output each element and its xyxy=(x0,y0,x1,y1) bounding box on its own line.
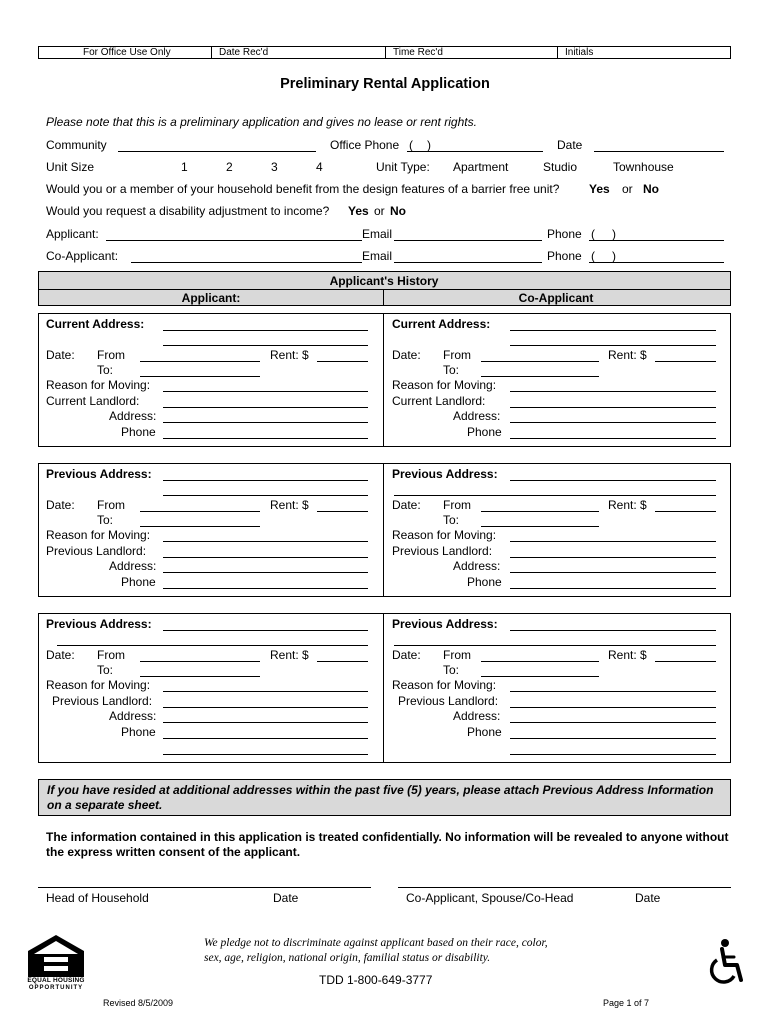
rent-label: Rent: $ xyxy=(608,648,647,662)
from-label: From xyxy=(443,498,471,512)
co-current-address-field-2[interactable] xyxy=(510,345,716,346)
co-applicant-label: Co-Applicant: xyxy=(46,249,119,263)
rent-label: Rent: $ xyxy=(608,498,647,512)
equal-housing-logo xyxy=(24,933,88,995)
to-label: To: xyxy=(97,663,114,677)
wheelchair-icon xyxy=(704,938,746,986)
co-applicant-email-field[interactable] xyxy=(394,262,542,263)
landlord-address-label: Address: xyxy=(453,409,501,423)
landlord-phone-field-2[interactable] xyxy=(510,754,716,755)
page-number: Page 1 of 7 xyxy=(603,998,650,1008)
landlord-address-label: Address: xyxy=(109,709,157,723)
landlord-address-field[interactable] xyxy=(510,722,716,723)
co-previous-address-label: Previous Address: xyxy=(392,617,498,631)
landlord-phone-field[interactable] xyxy=(163,438,368,439)
landlord-phone-field[interactable] xyxy=(163,588,368,589)
date-label: Date: xyxy=(392,498,421,512)
applicant-phone-field[interactable] xyxy=(589,240,724,241)
divider xyxy=(39,289,730,290)
paren-close: ) xyxy=(612,249,616,263)
office-use-bar xyxy=(38,46,731,59)
unit-size-option[interactable]: 1 xyxy=(181,160,188,174)
divider xyxy=(385,47,386,58)
applicant-name-field[interactable] xyxy=(106,240,362,241)
from-field[interactable] xyxy=(481,511,599,512)
logo-text-2: OPPORTUNITY xyxy=(28,985,84,991)
rent-label: Rent: $ xyxy=(270,648,309,662)
landlord-address-field[interactable] xyxy=(510,572,716,573)
reason-label: Reason for Moving: xyxy=(46,528,151,542)
previous-address-section-2 xyxy=(38,613,731,763)
rent-field[interactable] xyxy=(317,361,368,362)
co-previous-address-label: Previous Address: xyxy=(392,467,498,481)
current-address-label: Current Address: xyxy=(46,317,145,331)
col-coapplicant-header: Co-Applicant xyxy=(518,291,594,305)
head-date-label: Date xyxy=(273,891,299,905)
initials-label: Initials xyxy=(565,47,594,58)
office-phone-label: Office Phone xyxy=(330,138,400,152)
co-applicant-name-field[interactable] xyxy=(131,262,362,263)
reason-label: Reason for Moving: xyxy=(392,678,497,692)
page-title: Preliminary Rental Application xyxy=(280,76,490,92)
landlord-address-label: Address: xyxy=(453,709,501,723)
landlord-label: Previous Landlord: xyxy=(398,694,499,708)
unit-size-option[interactable]: 4 xyxy=(316,160,323,174)
landlord-phone-field-2[interactable] xyxy=(163,754,368,755)
revised-date: Revised 8/5/2009 xyxy=(103,998,174,1008)
applicant-email-label: Email xyxy=(362,227,393,241)
date-field[interactable] xyxy=(594,151,724,152)
community-field[interactable] xyxy=(118,151,316,152)
landlord-phone-label: Phone xyxy=(121,725,156,739)
landlord-phone-field[interactable] xyxy=(510,738,716,739)
from-label: From xyxy=(97,498,125,512)
from-field[interactable] xyxy=(481,661,599,662)
landlord-phone-label: Phone xyxy=(467,725,502,739)
landlord-address-label: Address: xyxy=(109,559,157,573)
landlord-address-label: Address: xyxy=(109,409,157,423)
to-label: To: xyxy=(443,513,460,527)
landlord-label: Current Landlord: xyxy=(392,394,486,408)
date-label: Date: xyxy=(46,348,75,362)
to-field[interactable] xyxy=(481,376,599,377)
unit-size-option[interactable]: 3 xyxy=(271,160,278,174)
logo-text-1: EQUAL HOUSING xyxy=(27,977,85,984)
applicant-phone-label: Phone xyxy=(547,227,582,241)
from-label: From xyxy=(443,648,471,662)
landlord-field[interactable] xyxy=(510,407,716,408)
co-signature-line[interactable] xyxy=(398,887,731,888)
landlord-address-field[interactable] xyxy=(163,572,368,573)
disability-no[interactable]: No xyxy=(390,204,406,218)
landlord-field[interactable] xyxy=(510,557,716,558)
equal-housing-house-icon xyxy=(24,933,88,979)
landlord-field[interactable] xyxy=(163,557,368,558)
from-field[interactable] xyxy=(140,511,260,512)
barrier-no[interactable]: No xyxy=(643,182,659,196)
office-use-label: For Office Use Only xyxy=(83,47,171,58)
col-applicant-header: Applicant: xyxy=(181,291,241,305)
reason-field[interactable] xyxy=(510,391,716,392)
to-field[interactable] xyxy=(140,376,260,377)
landlord-label: Current Landlord: xyxy=(46,394,140,408)
unit-type-option[interactable]: Townhouse xyxy=(613,160,674,174)
co-applicant-phone-field[interactable] xyxy=(589,262,724,263)
history-header xyxy=(38,271,731,306)
to-field[interactable] xyxy=(481,676,599,677)
landlord-field[interactable] xyxy=(163,707,368,708)
co-previous-address-field[interactable] xyxy=(510,630,716,631)
from-label: From xyxy=(443,348,471,362)
reason-field[interactable] xyxy=(510,691,716,692)
landlord-label: Previous Landlord: xyxy=(52,694,153,708)
date-label: Date xyxy=(557,138,583,152)
applicant-label: Applicant: xyxy=(46,227,99,241)
additional-note-text: If you have resided at additional addresses within the past five (5) years, please attach Previous Address Information on a separate sheet. xyxy=(47,783,714,812)
paren-open: ( xyxy=(591,249,595,263)
to-field[interactable] xyxy=(140,676,260,677)
from-field[interactable] xyxy=(140,361,260,362)
previous-address-field-2[interactable] xyxy=(163,495,368,496)
to-label: To: xyxy=(97,363,114,377)
previous-address-section xyxy=(38,463,731,597)
divider xyxy=(557,47,558,58)
date-label: Date: xyxy=(392,648,421,662)
unit-size-option[interactable]: 2 xyxy=(226,160,233,174)
previous-address-label: Previous Address: xyxy=(46,467,152,481)
reason-field[interactable] xyxy=(163,541,368,542)
co-previous-address-field-2[interactable] xyxy=(394,645,716,646)
paren-close: ) xyxy=(612,227,616,241)
head-of-household-label: Head of Household xyxy=(46,891,149,905)
rent-field[interactable] xyxy=(317,511,368,512)
previous-address-field-2[interactable] xyxy=(57,645,368,646)
rent-label: Rent: $ xyxy=(270,498,309,512)
rent-field[interactable] xyxy=(317,661,368,662)
to-field[interactable] xyxy=(481,526,599,527)
disability-or: or xyxy=(374,204,385,218)
history-title: Applicant's History xyxy=(329,274,439,288)
co-current-address-field[interactable] xyxy=(510,330,716,331)
co-date-label: Date xyxy=(635,891,661,905)
confidential-statement: The information contained in this application is treated confidentially. No information will be revealed to anyone without the express written consent of the applicant. xyxy=(46,830,729,859)
barrier-or: or xyxy=(622,182,633,196)
landlord-phone-label: Phone xyxy=(121,425,156,439)
barrier-yes[interactable]: Yes xyxy=(589,182,610,196)
date-label: Date: xyxy=(46,498,75,512)
rent-field[interactable] xyxy=(655,661,716,662)
rent-label: Rent: $ xyxy=(608,348,647,362)
notice-text: Please note that this is a preliminary application and gives no lease or rent rights. xyxy=(46,115,477,129)
paren-open: ( xyxy=(409,138,413,152)
unit-size-label: Unit Size xyxy=(46,160,95,174)
co-current-address-label: Current Address: xyxy=(392,317,491,331)
disability-yes[interactable]: Yes xyxy=(348,204,369,218)
previous-address-field[interactable] xyxy=(163,630,368,631)
co-applicant-sig-label: Co-Applicant, Spouse/Co-Head xyxy=(406,891,574,905)
unit-type-option[interactable]: Apartment xyxy=(453,160,509,174)
landlord-field[interactable] xyxy=(510,707,716,708)
reason-field[interactable] xyxy=(510,541,716,542)
divider xyxy=(383,464,384,596)
date-recd-label: Date Rec'd xyxy=(219,47,269,58)
additional-addresses-note xyxy=(38,779,731,816)
non-discrimination-pledge: We pledge not to discriminate against applicant based on their race, color, sex, age, religion, national origin, familial status or disability. xyxy=(204,937,548,964)
date-label: Date: xyxy=(46,648,75,662)
head-signature-line[interactable] xyxy=(38,887,371,888)
rent-field[interactable] xyxy=(655,511,716,512)
applicant-email-field[interactable] xyxy=(394,240,542,241)
disability-question: Would you request a disability adjustment to income? xyxy=(46,204,330,218)
unit-type-option[interactable]: Studio xyxy=(543,160,578,174)
landlord-address-field[interactable] xyxy=(510,422,716,423)
landlord-label: Previous Landlord: xyxy=(392,544,493,558)
paren-close: ) xyxy=(427,138,431,152)
time-recd-label: Time Rec'd xyxy=(393,47,443,58)
from-field[interactable] xyxy=(140,661,260,662)
landlord-field[interactable] xyxy=(163,407,368,408)
tdd-number: TDD 1-800-649-3777 xyxy=(319,973,433,987)
current-address-field[interactable] xyxy=(163,330,368,331)
reason-field[interactable] xyxy=(163,391,368,392)
current-address-section xyxy=(38,313,731,447)
to-field[interactable] xyxy=(140,526,260,527)
co-applicant-email-label: Email xyxy=(362,249,393,263)
landlord-address-field[interactable] xyxy=(163,722,368,723)
rent-field[interactable] xyxy=(655,361,716,362)
from-field[interactable] xyxy=(481,361,599,362)
reason-label: Reason for Moving: xyxy=(392,528,497,542)
landlord-address-field[interactable] xyxy=(163,422,368,423)
landlord-phone-field[interactable] xyxy=(163,738,368,739)
current-address-field-2[interactable] xyxy=(163,345,368,346)
divider xyxy=(211,47,212,58)
reason-label: Reason for Moving: xyxy=(46,678,151,692)
divider xyxy=(383,314,384,446)
landlord-phone-field[interactable] xyxy=(510,588,716,589)
co-previous-address-field-2[interactable] xyxy=(394,495,716,496)
co-previous-address-field[interactable] xyxy=(510,480,716,481)
to-label: To: xyxy=(443,663,460,677)
date-label: Date: xyxy=(392,348,421,362)
rent-label: Rent: $ xyxy=(270,348,309,362)
divider xyxy=(383,614,384,762)
co-applicant-phone-label: Phone xyxy=(547,249,582,263)
unit-type-label: Unit Type: xyxy=(376,160,430,174)
paren-open: ( xyxy=(591,227,595,241)
to-label: To: xyxy=(97,513,114,527)
office-phone-field[interactable] xyxy=(407,151,543,152)
landlord-phone-label: Phone xyxy=(467,425,502,439)
reason-label: Reason for Moving: xyxy=(392,378,497,392)
reason-field[interactable] xyxy=(163,691,368,692)
to-label: To: xyxy=(443,363,460,377)
previous-address-field[interactable] xyxy=(163,480,368,481)
landlord-phone-field[interactable] xyxy=(510,438,716,439)
landlord-phone-label: Phone xyxy=(121,575,156,589)
landlord-phone-label: Phone xyxy=(467,575,502,589)
from-label: From xyxy=(97,648,125,662)
landlord-address-label: Address: xyxy=(453,559,501,573)
community-label: Community xyxy=(46,138,107,152)
reason-label: Reason for Moving: xyxy=(46,378,151,392)
from-label: From xyxy=(97,348,125,362)
previous-address-label: Previous Address: xyxy=(46,617,152,631)
barrier-question: Would you or a member of your household benefit from the design features of a barrier free unit? xyxy=(46,182,560,196)
landlord-label: Previous Landlord: xyxy=(46,544,147,558)
